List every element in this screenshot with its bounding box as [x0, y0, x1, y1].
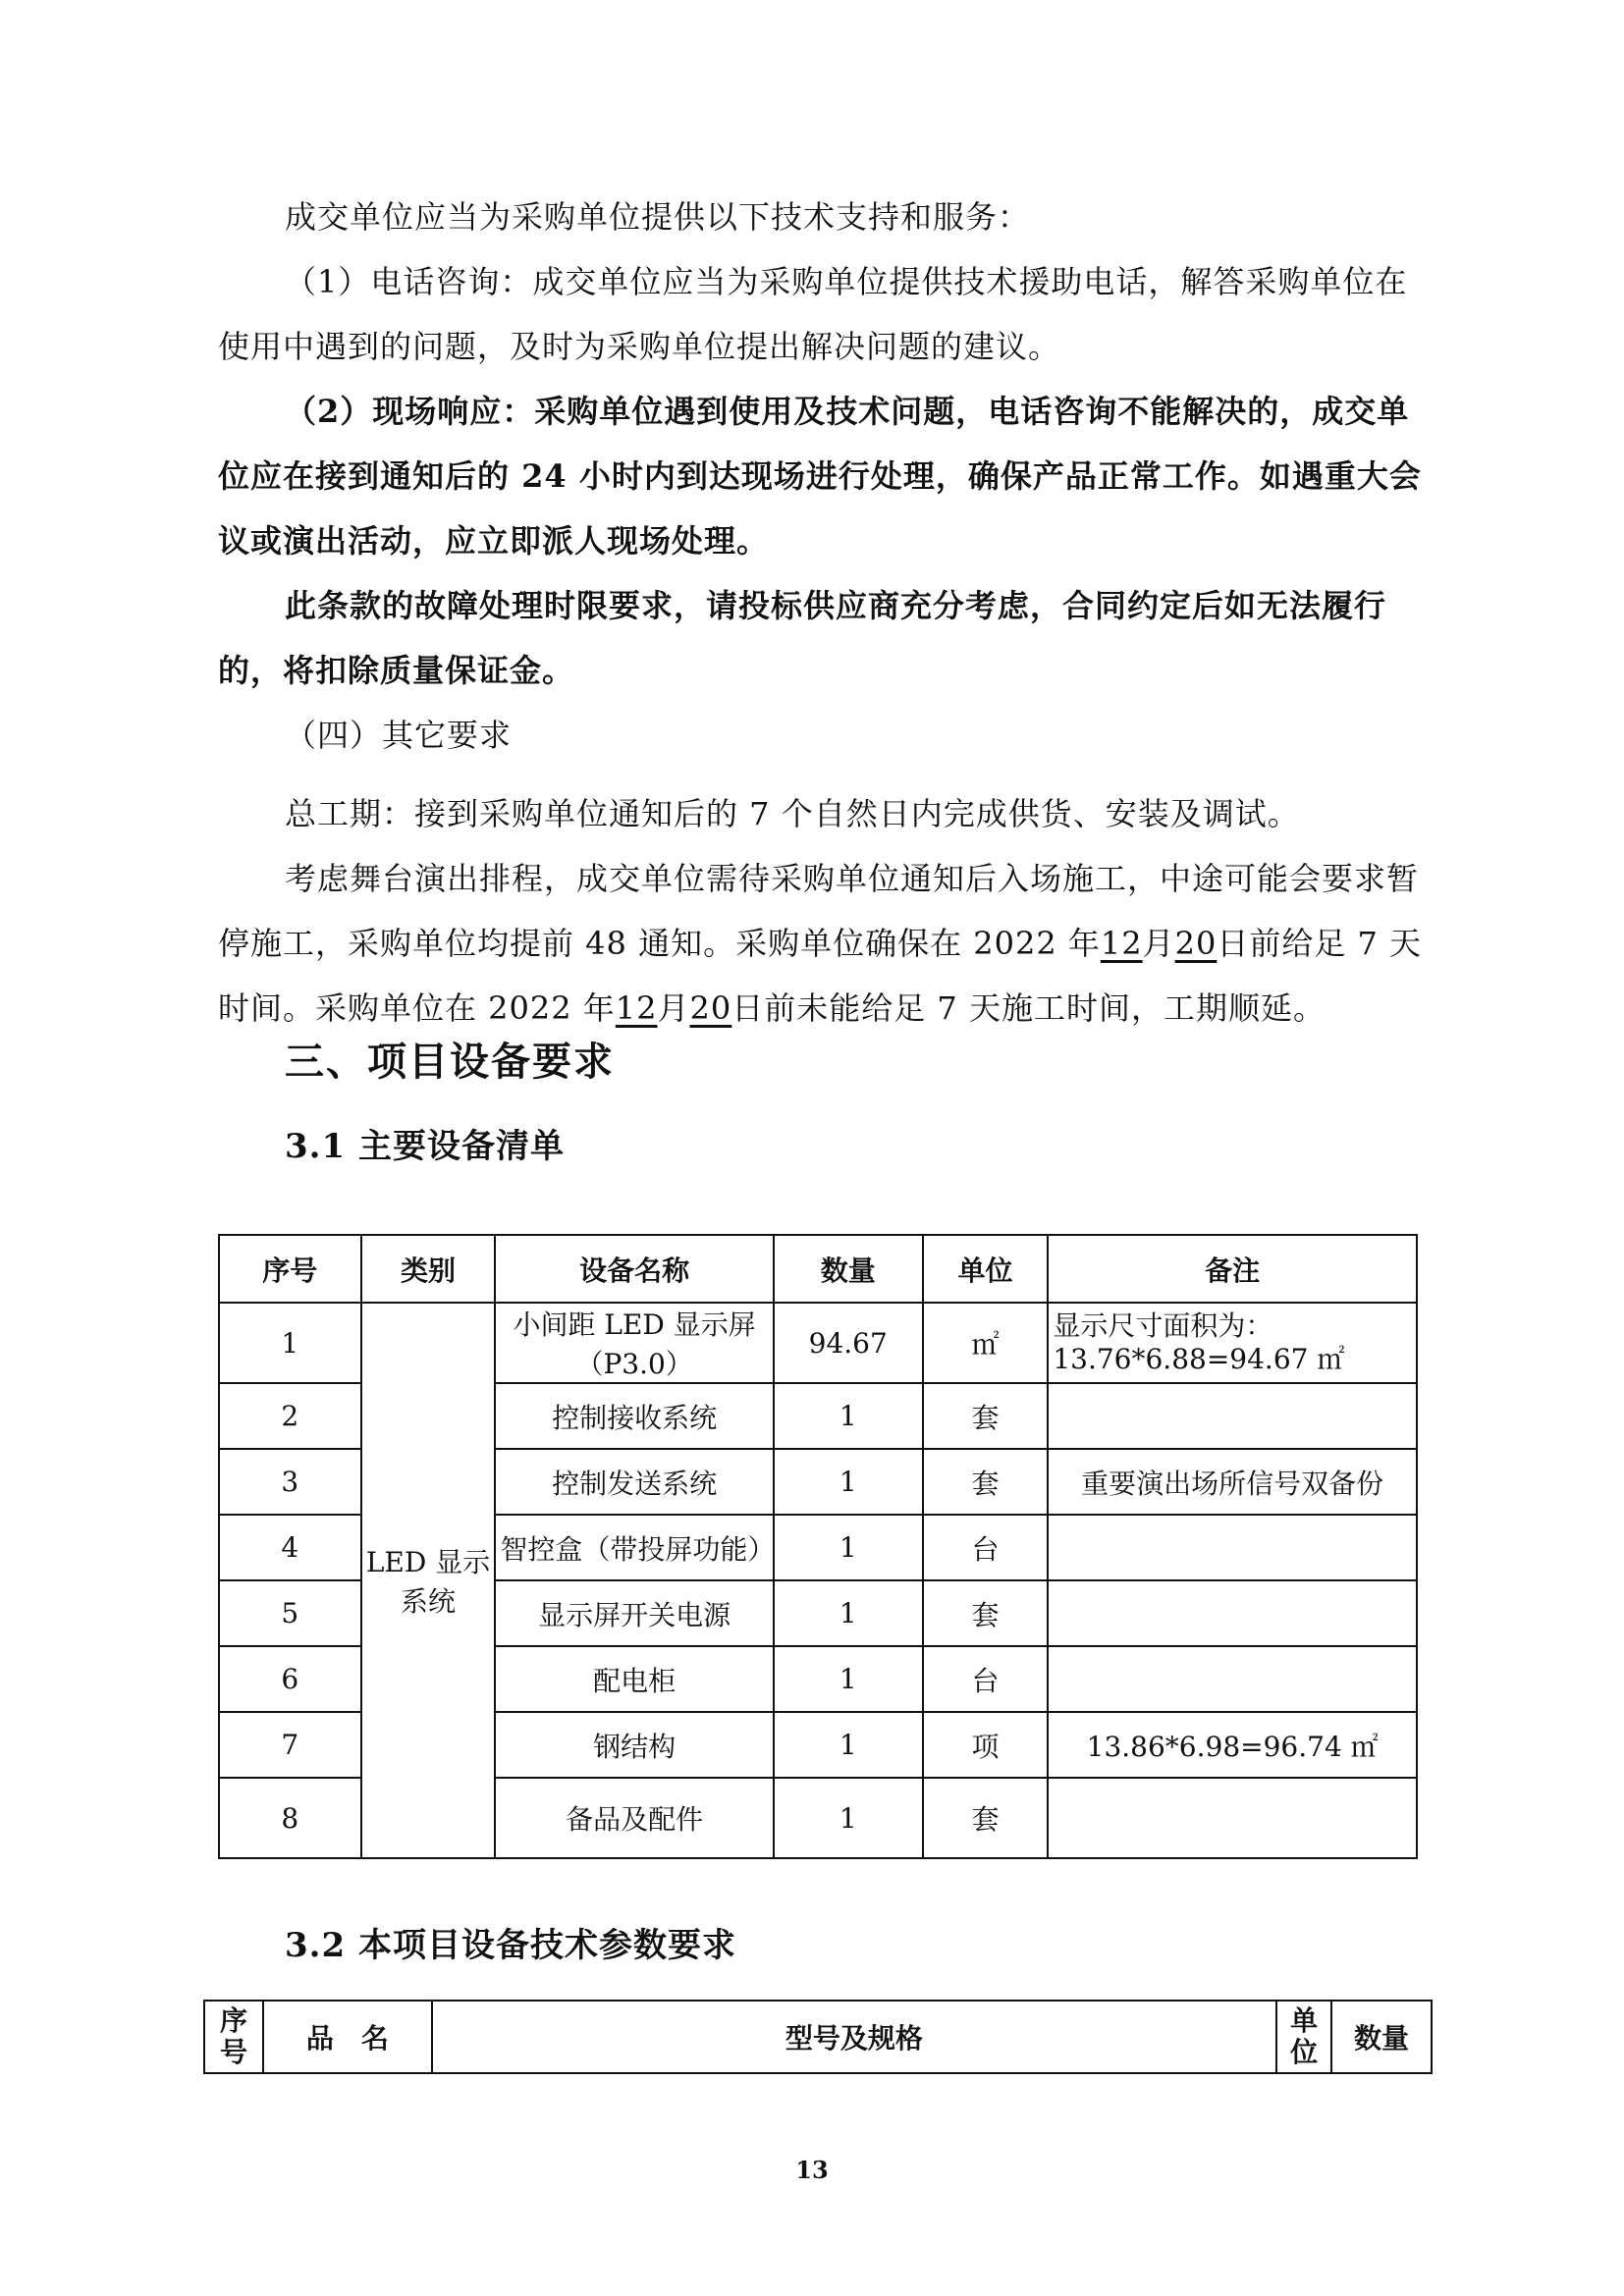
equipment-name: 备品及配件	[495, 1778, 773, 1858]
unit: 套	[923, 1449, 1049, 1515]
remark	[1048, 1646, 1417, 1712]
equipment-name: 控制发送系统	[495, 1449, 773, 1515]
header-cell: 类别	[361, 1235, 496, 1303]
paragraph-phone-consult: （1）电话咨询：成交单位应当为采购单位提供技术援助电话，解答采购单位在使用中遇到的问题，及时为采购单位提出解决问题的建议。	[218, 263, 1408, 365]
equipment-name: 显示屏开关电源	[495, 1580, 773, 1646]
quantity: 1	[774, 1580, 923, 1646]
unit: 套	[923, 1383, 1049, 1449]
remark	[1048, 1580, 1417, 1646]
table-header-row	[219, 1235, 1417, 1303]
header-cell: 序号	[204, 2001, 263, 2073]
section-title: 三、项目设备要求	[285, 1039, 615, 1085]
page-number: 13	[795, 2156, 829, 2184]
quantity: 1	[774, 1778, 923, 1858]
header-cell: 序号	[219, 1235, 361, 1303]
table-header-row	[204, 2001, 1432, 2073]
unit: 项	[923, 1712, 1049, 1778]
unit: ㎡	[923, 1303, 1049, 1383]
unit: 台	[923, 1646, 1049, 1712]
remark	[1048, 1778, 1417, 1858]
header-cell: 备注	[1048, 1235, 1417, 1303]
subsection-title-equipment-list: 3.1 主要设备清单	[285, 1127, 565, 1166]
quantity: 1	[774, 1712, 923, 1778]
paragraph-other-requirements: （四）其它要求	[285, 717, 513, 754]
remark: 重要演出场所信号双备份	[1048, 1449, 1417, 1515]
row-number: 4	[219, 1515, 361, 1580]
equipment-name: 智控盒（带投屏功能）	[495, 1515, 773, 1580]
remark	[1048, 1515, 1417, 1580]
equipment-name: 钢结构	[495, 1712, 773, 1778]
header-cell: 数量	[774, 1235, 923, 1303]
header-cell: 数量	[1331, 2001, 1432, 2073]
row-number: 7	[219, 1712, 361, 1778]
remark: 显示尺寸面积为：13.76*6.88=94.67 ㎡	[1048, 1303, 1417, 1383]
quantity: 94.67	[774, 1303, 923, 1383]
row-number: 5	[219, 1580, 361, 1646]
row-number: 2	[219, 1383, 361, 1449]
equipment-list-table	[218, 1234, 1418, 1859]
quantity: 1	[774, 1383, 923, 1449]
tech-params-table	[203, 2000, 1433, 2074]
paragraph-stage-schedule: 考虑舞台演出排程，成交单位需待采购单位通知后入场施工，中途可能会要求暂停施工，采购单位均提前 48 通知。采购单位确保在 2022 年12月20日前给足 7 天时间。采购单位在 2022 年12月20日前未能给足 7 天施工时间，工期顺延。	[218, 860, 1423, 1027]
equipment-name: 小间距 LED 显示屏（P3.0）	[495, 1303, 773, 1383]
unit: 台	[923, 1515, 1049, 1580]
row-number: 6	[219, 1646, 361, 1712]
header-cell: 设备名称	[495, 1235, 773, 1303]
quantity: 1	[774, 1646, 923, 1712]
header-cell: 单位	[923, 1235, 1049, 1303]
paragraph-intro: 成交单位应当为采购单位提供以下技术支持和服务：	[285, 198, 1031, 236]
subsection-title-tech-params: 3.2 本项目设备技术参数要求	[285, 1926, 736, 1965]
header-cell: 单位	[1276, 2001, 1331, 2073]
remark	[1048, 1383, 1417, 1449]
paragraph-penalty: 此条款的故障处理时限要求，请投标供应商充分考虑，合同约定后如无法履行的，将扣除质量保证金。	[218, 587, 1387, 689]
remark: 13.86*6.98=96.74 ㎡	[1048, 1712, 1417, 1778]
category-cell: LED 显示系统	[361, 1303, 496, 1858]
header-cell: 型号及规格	[432, 2001, 1276, 2073]
quantity: 1	[774, 1515, 923, 1580]
row-number: 1	[219, 1303, 361, 1383]
header-cell: 品 名	[263, 2001, 432, 2073]
unit: 套	[923, 1778, 1049, 1858]
paragraph-onsite-response: （2）现场响应：采购单位遇到使用及技术问题，电话咨询不能解决的，成交单位应在接到通知后的 24 小时内到达现场进行处理，确保产品正常工作。如遇重大会议或演出活动，应立即派人现场处理。	[218, 393, 1422, 560]
quantity: 1	[774, 1449, 923, 1515]
paragraph-schedule: 总工期：接到采购单位通知后的 7 个自然日内完成供货、安装及调试。	[285, 795, 1300, 832]
equipment-name: 控制接收系统	[495, 1383, 773, 1449]
table-row	[219, 1303, 1417, 1383]
equipment-name: 配电柜	[495, 1646, 773, 1712]
row-number: 3	[219, 1449, 361, 1515]
unit: 套	[923, 1580, 1049, 1646]
row-number: 8	[219, 1778, 361, 1858]
